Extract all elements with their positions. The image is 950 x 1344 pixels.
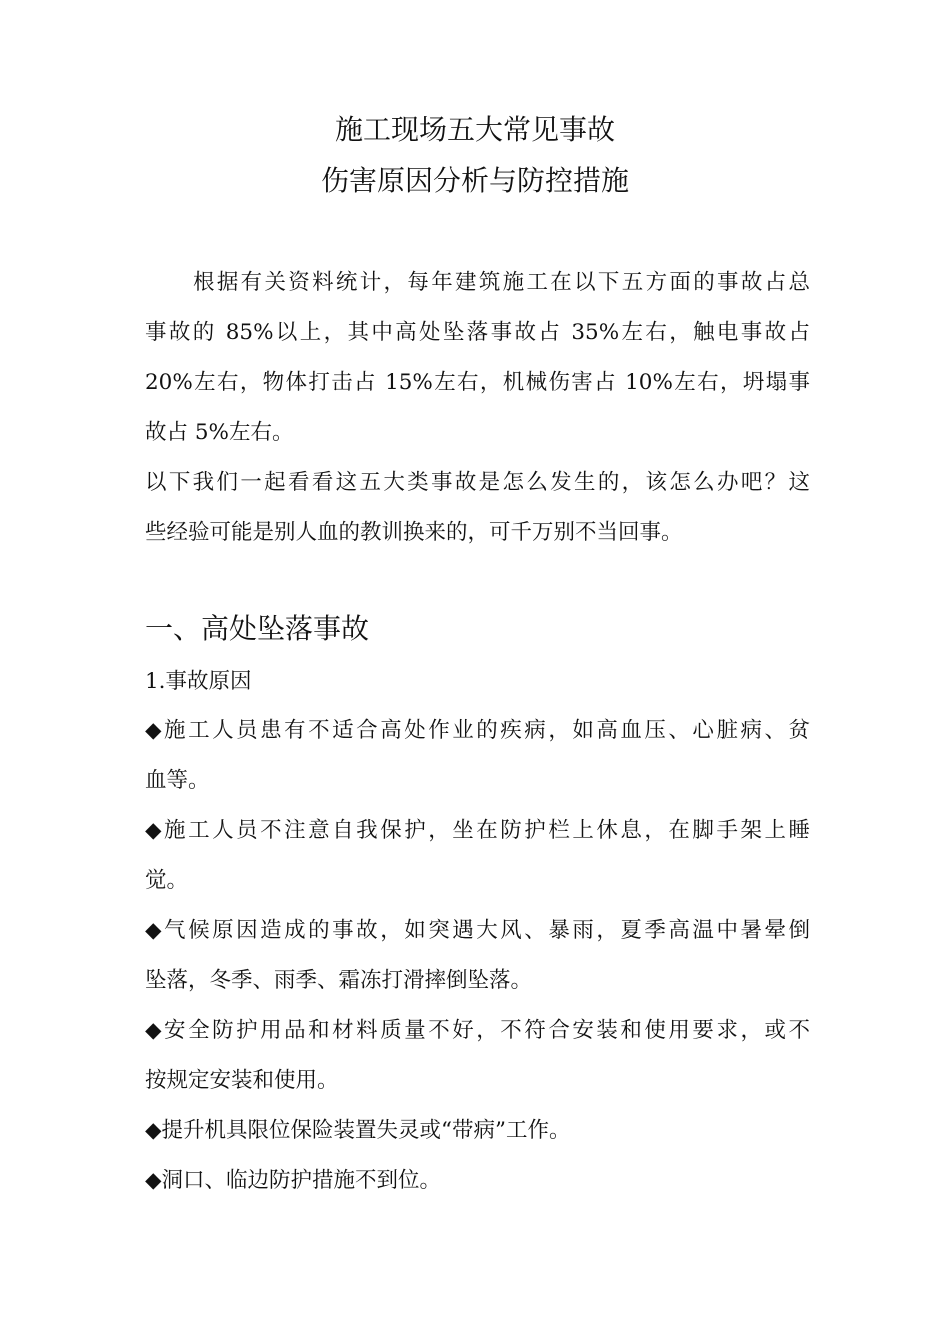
bullet-item-line: ◆提升机具限位保险装置失灵或“带病”工作。 (145, 1118, 571, 1143)
bullet-item-line: ◆施工人员不注意自我保护，坐在防护栏上休息，在脚手架上睡 (145, 818, 810, 843)
bullet-item-line: 觉。 (145, 868, 189, 893)
intro-paragraph-line: 20%左右，物体打击占 15%左右，机械伤害占 10%左右，坍塌事 (145, 370, 810, 395)
bullet-item-line: ◆气候原因造成的事故，如突遇大风、暴雨，夏季高温中暑晕倒 (145, 918, 810, 943)
section-heading: 一、高处坠落事故 (145, 612, 370, 645)
bullet-item-line: ◆安全防护用品和材料质量不好，不符合安装和使用要求，或不 (145, 1018, 810, 1043)
bullet-item-line: ◆施工人员患有不适合高处作业的疾病，如高血压、心脏病、贫 (145, 718, 810, 743)
intro-paragraph-line: 根据有关资料统计，每年建筑施工在以下五方面的事故占总 (193, 270, 810, 295)
bullet-item-line: 血等。 (145, 768, 210, 793)
document-subtitle: 伤害原因分析与防控措施 (320, 164, 629, 197)
bullet-item-line: 坠落，冬季、雨季、霜冻打滑摔倒坠落。 (145, 968, 533, 993)
intro-paragraph-line: 事故的 85%以上，其中高处坠落事故占 35%左右，触电事故占 (145, 320, 810, 345)
intro-paragraph-line: 故占 5%左右。 (145, 420, 294, 445)
intro-paragraph-line: 些经验可能是别人血的教训换来的，可千万别不当回事。 (145, 520, 683, 545)
document-title: 施工现场五大常见事故 (334, 113, 615, 146)
section-subheading: 1.事故原因 (145, 669, 252, 694)
intro-paragraph-line: 以下我们一起看看这五大类事故是怎么发生的，该怎么办吧？这 (145, 470, 810, 495)
bullet-item-line: 按规定安装和使用。 (145, 1068, 339, 1093)
bullet-item-line: ◆洞口、临边防护措施不到位。 (145, 1168, 442, 1193)
